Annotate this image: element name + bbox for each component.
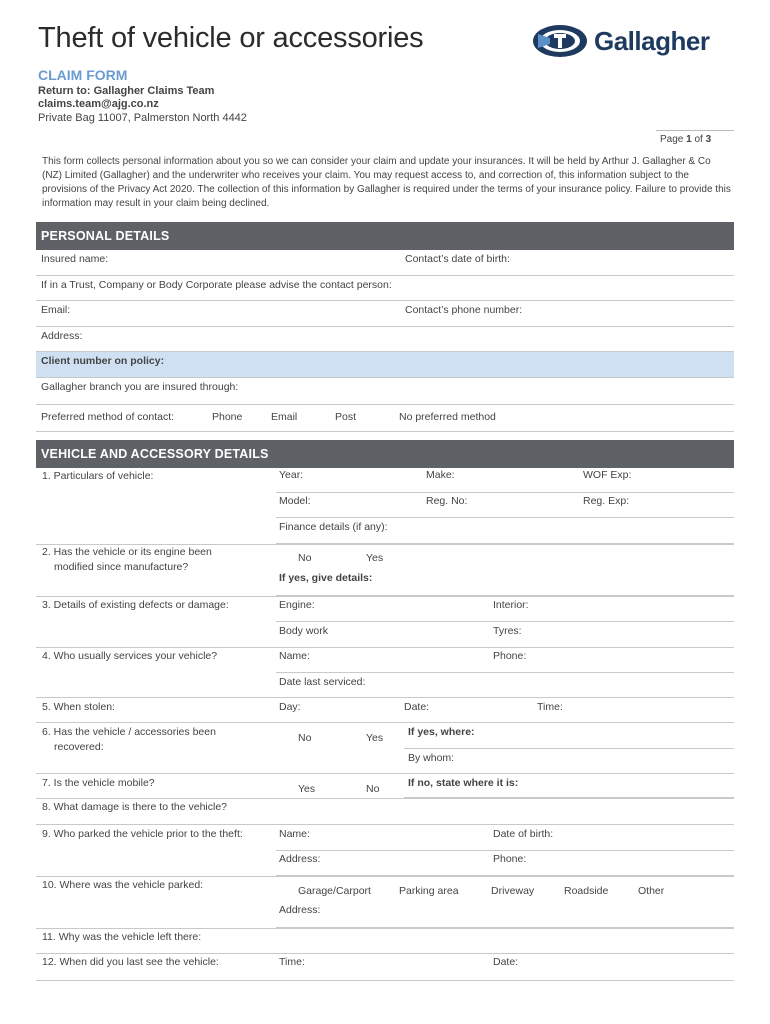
gallagher-logo	[532, 24, 732, 58]
q9-label: 9. Who parked the vehicle prior to the theft:	[42, 828, 243, 840]
reg-exp-label: Reg. Exp:	[583, 495, 630, 507]
preferred-contact-label: Preferred method of contact:	[41, 411, 175, 423]
trust-contact-row[interactable]	[36, 276, 734, 301]
email-row[interactable]	[36, 301, 734, 327]
insured-name-row[interactable]	[36, 250, 734, 276]
last-seen-date-label: Date:	[493, 956, 519, 968]
q7-label: 7. Is the vehicle mobile?	[42, 777, 155, 789]
damage-row[interactable]	[36, 798, 734, 825]
engine-interior-row[interactable]	[276, 596, 734, 622]
parked-name-label: Name:	[279, 828, 310, 840]
model-reg-row[interactable]	[276, 493, 734, 518]
option-roadside[interactable]: Roadside	[564, 885, 609, 897]
engine-label: Engine:	[279, 599, 315, 611]
client-number-label: Client number on policy:	[41, 355, 165, 367]
service-name-label: Name:	[279, 650, 310, 662]
q7-yes-option[interactable]: Yes	[298, 783, 316, 795]
parked-address-row[interactable]	[276, 851, 734, 876]
q9-divider	[36, 876, 734, 877]
dob-label: Contact’s date of birth:	[405, 253, 510, 265]
parked-address-label: Address:	[279, 853, 321, 865]
option-email[interactable]: Email	[271, 411, 298, 423]
gallagher-logo-icon	[532, 24, 588, 58]
q1-label: 1. Particulars of vehicle:	[42, 470, 154, 482]
year-label: Year:	[279, 469, 304, 481]
q4-label: 4. Who usually services your vehicle?	[42, 650, 218, 662]
q6-label: 6. Has the vehicle / accessories been recovered:	[42, 726, 216, 753]
wof-label: WOF Exp:	[583, 469, 632, 481]
q2-details-row[interactable]	[276, 568, 734, 596]
make-label: Make:	[426, 469, 455, 481]
claims-email: claims.team@ajg.co.nz	[38, 98, 159, 110]
by-whom-label: By whom:	[408, 752, 455, 764]
q12-label: 12. When did you last see the vehicle:	[42, 956, 219, 968]
reg-no-label: Reg. No:	[426, 495, 468, 507]
day-label: Day:	[279, 701, 301, 713]
last-serviced-row[interactable]	[36, 673, 734, 698]
logo-text: Gallagher	[594, 26, 710, 56]
q2-label: 2. Has the vehicle or its engine been modified since manufacture?	[42, 546, 212, 573]
last-seen-row[interactable]	[36, 954, 734, 981]
q6-where-label: If yes, where:	[408, 726, 475, 738]
service-phone-label: Phone:	[493, 650, 527, 662]
page-number: Page 1 of 3	[660, 134, 712, 145]
option-phone[interactable]: Phone	[212, 411, 243, 423]
section-personal-details: PERSONAL DETAILS	[36, 222, 734, 250]
q2-no-option[interactable]: No	[298, 552, 312, 564]
tyres-label: Tyres:	[493, 625, 522, 637]
parked-phone-label: Phone:	[493, 853, 527, 865]
parked-name-row[interactable]	[276, 825, 734, 851]
privacy-statement: This form collects personal information about you so we can consider your claim and update your insurances. It will be held by Arthur J. Gallagher & Co (NZ) Limited (Gallagher) and the underwriter who receives your claim. You may request access to, and correction of, this information subject to the provisions of the Privacy Act 2020. The collection of this information by Gallagher is required under the terms of your insurance policy. Failure to provide this information may result in your claim being declined.	[42, 156, 731, 209]
option-other[interactable]: Other	[638, 885, 665, 897]
email-label: Email:	[41, 304, 71, 316]
option-parking-area[interactable]: Parking area	[399, 885, 459, 897]
return-to: Return to: Gallagher Claims Team	[38, 85, 215, 97]
year-make-wof-row[interactable]	[276, 466, 734, 493]
q7-where-row[interactable]	[404, 774, 734, 798]
body-tyres-row[interactable]	[36, 622, 734, 648]
parked-dob-label: Date of birth:	[493, 828, 554, 840]
q10-label: 10. Where was the vehicle parked:	[42, 879, 204, 891]
finance-row[interactable]	[276, 518, 734, 544]
last-serviced-label: Date last serviced:	[279, 676, 366, 688]
q2-yes-option[interactable]: Yes	[366, 552, 384, 564]
q7-no-option[interactable]: No	[366, 783, 380, 795]
preferred-contact-row	[36, 405, 734, 432]
client-number-row[interactable]	[36, 352, 734, 378]
address-row[interactable]	[36, 327, 734, 352]
service-name-row[interactable]	[276, 648, 734, 673]
postal-address: Private Bag 11007, Palmerston North 4442	[38, 112, 247, 124]
time-label: Time:	[537, 701, 563, 713]
section-vehicle-details: VEHICLE AND ACCESSORY DETAILS	[36, 440, 734, 468]
branch-row[interactable]	[36, 378, 734, 405]
parked-location-address-label: Address:	[279, 904, 321, 916]
q6-where-row[interactable]	[404, 723, 734, 749]
finance-label: Finance details (if any):	[279, 521, 388, 533]
option-no-preference[interactable]: No preferred method	[399, 411, 496, 423]
branch-label: Gallagher branch you are insured through:	[41, 381, 239, 393]
option-post[interactable]: Post	[335, 411, 357, 423]
last-seen-time-label: Time:	[279, 956, 305, 968]
why-left-row[interactable]	[36, 928, 734, 954]
q7-where-label: If no, state where it is:	[408, 777, 519, 789]
q6-yes-option[interactable]: Yes	[366, 732, 384, 744]
body-work-label: Body work	[279, 625, 329, 637]
option-driveway[interactable]: Driveway	[491, 885, 535, 897]
parked-location-address-row[interactable]	[276, 902, 734, 928]
model-label: Model:	[279, 495, 311, 507]
page-divider	[656, 130, 734, 131]
option-garage[interactable]: Garage/Carport	[298, 885, 371, 897]
by-whom-row[interactable]	[36, 749, 734, 774]
q8-label: 8. What damage is there to the vehicle?	[42, 801, 228, 813]
q11-label: 11. Why was the vehicle left there:	[42, 931, 202, 943]
page-title: Theft of vehicle or accessories	[38, 22, 424, 54]
q3-label: 3. Details of existing defects or damage:	[42, 599, 229, 611]
phone-label: Contact’s phone number:	[405, 304, 523, 316]
when-stolen-row[interactable]	[36, 698, 734, 723]
insured-name-label: Insured name:	[41, 253, 109, 265]
q2-details-label: If yes, give details:	[279, 572, 373, 584]
date-label: Date:	[404, 701, 430, 713]
address-label: Address:	[41, 330, 83, 342]
trust-contact-label: If in a Trust, Company or Body Corporate please advise the contact person:	[41, 279, 392, 291]
q5-label: 5. When stolen:	[42, 701, 115, 713]
claim-form-label: CLAIM FORM	[38, 67, 128, 83]
q6-no-option[interactable]: No	[298, 732, 312, 744]
interior-label: Interior:	[493, 599, 529, 611]
